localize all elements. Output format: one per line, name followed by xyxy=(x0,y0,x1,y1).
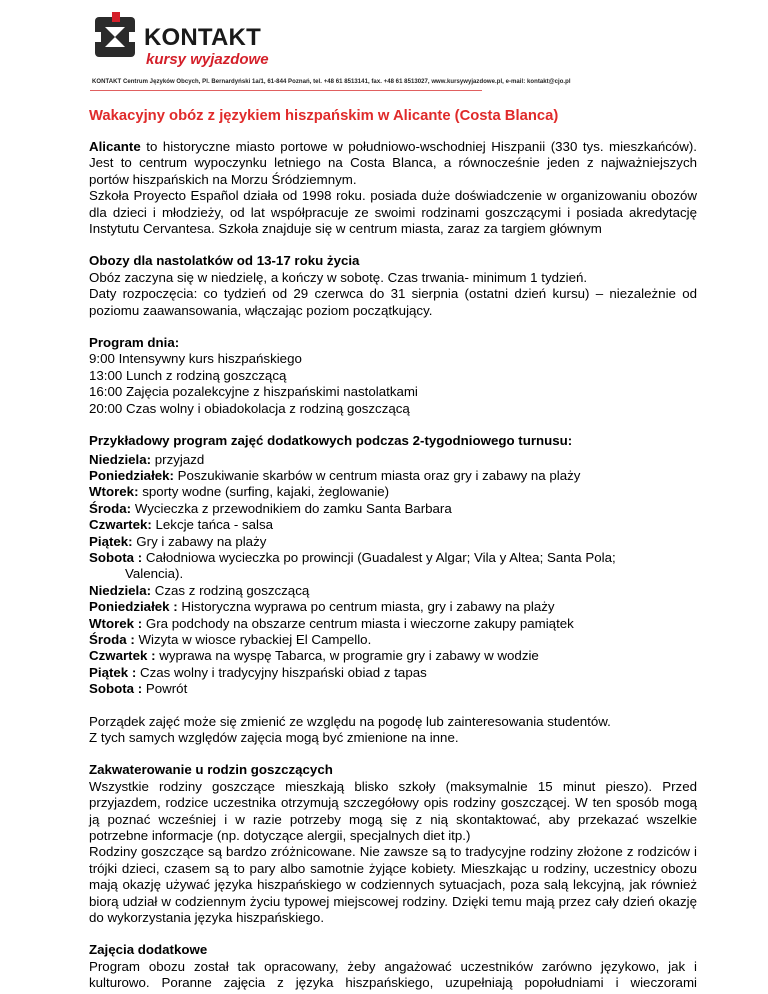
program-day-text: Powrót xyxy=(142,681,188,697)
program-day-row xyxy=(89,583,697,599)
extra-activities-heading: Zajęcia dodatkowe xyxy=(89,942,208,958)
program-day-name: Wtorek : xyxy=(89,615,143,631)
program-day-name: Sobota : xyxy=(89,549,143,565)
program-day-text: przyjazd xyxy=(151,451,205,467)
program-day-row xyxy=(89,599,697,615)
program-day-name: Niedziela: xyxy=(89,582,152,598)
camps-heading: Obozy dla nastolatków od 13-17 roku życia xyxy=(89,253,360,269)
program-day-text: Poszukiwanie skarbów w centrum miasta oraz gry i zabawy na plaży xyxy=(173,467,581,483)
daily-program-section xyxy=(89,335,697,417)
program-day-continuation: Valencia). xyxy=(125,566,184,582)
example-program-heading: Przykładowy program zajęć dodatkowych podczas 2-tygodniowego turnusu: xyxy=(89,433,573,449)
daily-program-heading: Program dnia: xyxy=(89,335,180,351)
program-day-row xyxy=(89,534,697,550)
document-title: Wakacyjny obóz z językiem hiszpańskim w Alicante (Costa Blanca) xyxy=(89,108,559,124)
notes-section xyxy=(89,714,697,747)
program-day-text: sporty wodne (surfing, kajaki, żeglowanie) xyxy=(138,484,390,500)
logo-subtitle: kursy wyjazdowe xyxy=(146,51,269,68)
program-day-text: Gry i zabawy na plaży xyxy=(132,533,267,549)
program-day-text: Całodniowa wycieczka po prowincji (Guadalest y Algar; Vila y Altea; Santa Pola; xyxy=(142,549,616,565)
program-day-row xyxy=(89,517,697,533)
camps-line-2: Daty rozpoczęcia: co tydzień od 29 czerwca do 31 sierpnia (ostatni dzień kursu) – niezależnie od poziomu zaawansowania, włączając poziom początkujący. xyxy=(89,286,697,318)
intro-bold-word: Alicante xyxy=(89,139,141,154)
program-day-name: Czwartek : xyxy=(89,648,156,664)
program-day-name: Niedziela: xyxy=(89,451,152,467)
program-day-text: Czas wolny i tradycyjny hiszpański obiad z tapas xyxy=(136,664,427,680)
example-program-section xyxy=(89,433,697,698)
accommodation-paragraph-1: Wszystkie rodziny goszczące mieszkają blisko szkoły (maksymalnie 15 minut pieszo). Przed przyjazdem, rodzice uczestnika otrzymują szczegółowy opis rodziny goszczącej. W ten sposób mogą ją poznać wcześniej i w razie potrzeby mogą się z nią skontaktować, aby przekazać wszelkie potrzebne informacje (np. dotyczące alergii, specjalnych diet itp.) xyxy=(89,778,697,844)
program-day-text: wyprawa na wyspę Tabarca, w programie gry i zabawy w wodzie xyxy=(155,648,539,664)
program-day-row xyxy=(89,648,697,664)
program-day-row xyxy=(89,452,697,468)
extra-activities-section xyxy=(89,942,697,991)
camps-line-1: Obóz zaczyna się w niedzielę, a kończy w sobotę. Czas trwania- minimum 1 tydzień. xyxy=(89,269,588,285)
program-day-row xyxy=(89,550,697,566)
program-day-row xyxy=(89,665,697,681)
accommodation-heading: Zakwaterowanie u rodzin goszczących xyxy=(89,762,333,778)
program-day-row xyxy=(89,681,697,697)
program-day-text: Wizyta w wiosce rybackiej El Campello. xyxy=(134,631,372,647)
accommodation-section xyxy=(89,762,697,926)
program-day-name: Sobota : xyxy=(89,681,143,697)
contact-line: KONTAKT Centrum Języków Obcych, Pl. Bernardyński 1a/1, 61-844 Poznań, tel. +48 61 8513141, fax. +48 61 8513027, www.kursywyjazdowe.pl, e-mail: kontakt@cjo.pl xyxy=(92,79,571,85)
document-body xyxy=(89,107,697,992)
note-line-1: Porządek zajęć może się zmienić ze względu na pogodę lub zainteresowania studentów. xyxy=(89,713,611,729)
camps-section xyxy=(89,253,697,319)
program-day-name: Piątek : xyxy=(89,664,137,680)
program-day-name: Poniedziałek : xyxy=(89,599,178,615)
program-day-row xyxy=(89,468,697,484)
daily-program-item: 20:00 Czas wolny i obiadokolacja z rodziną goszczącą xyxy=(89,400,410,416)
program-day-text: Czas z rodziną goszczącą xyxy=(151,582,310,598)
program-day-row xyxy=(89,616,697,632)
program-day-row xyxy=(89,632,697,648)
program-day-row xyxy=(89,484,697,500)
intro-school-paragraph: Szkoła Proyecto Español działa od 1998 roku. posiada duże doświadczenie w organizowaniu obozów dla dzieci i młodzieży, od lat współpracuje ze swoimi rodzinami goszczącymi i posiada akredytację Instytutu Cervantesa. Szkoła znajduje się w centrum miasta, zaraz za targiem głównym xyxy=(89,188,697,237)
program-day-text: Wycieczka z przewodnikiem do zamku Santa Barbara xyxy=(131,500,452,516)
kontakt-logo xyxy=(92,12,272,74)
program-day-name: Środa: xyxy=(89,500,132,516)
program-day-text: Gra podchody na obszarze centrum miasta i wieczorne zakupy pamiątek xyxy=(142,615,574,631)
daily-program-item: 13:00 Lunch z rodziną goszczącą xyxy=(89,367,287,383)
intro-paragraph xyxy=(89,139,697,188)
program-day-name: Piątek: xyxy=(89,533,133,549)
header-divider xyxy=(90,90,482,91)
note-line-2: Z tych samych względów zajęcia mogą być zmienione na inne. xyxy=(89,730,459,745)
program-day-name: Środa : xyxy=(89,631,135,647)
logo-mark-icon xyxy=(92,12,138,58)
program-day-name: Poniedziałek: xyxy=(89,467,174,483)
daily-program-item: 9:00 Intensywny kurs hiszpańskiego xyxy=(89,351,302,367)
extra-activities-paragraph: Program obozu został tak opracowany, żeby angażować uczestników zarówno językowo, jak i kulturowo. Poranne zajęcia z języka hiszpańskiego, uzupełniają popołudniami i wieczorami xyxy=(89,958,697,991)
program-day-text: Historyczna wyprawa po centrum miasta, gry i zabawy na plaży xyxy=(177,599,555,615)
program-day-row xyxy=(89,501,697,517)
daily-program-item: 16:00 Zajęcia pozalekcyjne z hiszpańskimi nastolatkami xyxy=(89,384,418,400)
program-day-name: Czwartek: xyxy=(89,517,152,533)
intro-text-1: to historyczne miasto portowe w południowo-wschodniej Hiszpanii (330 tys. mieszkańców). Jest to centrum wypoczynku letniego na Costa Blanca, a równocześnie jeden z najważniejszych portów hiszpańskich na Morzu Śródziemnym. xyxy=(89,139,697,187)
logo-title: KONTAKT xyxy=(144,24,261,51)
program-day-name: Wtorek: xyxy=(89,484,139,500)
accommodation-paragraph-2: Rodziny goszczące są bardzo zróżnicowane. Nie zawsze są to tradycyjne rodziny złożone z rodziców i trójki dzieci, czasem są to pary albo samotnie żyjące kobiety. Mieszkając u rodziny, uczestnicy obozu mają okazję używać języka hiszpańskiego w codziennych sytuacjach, poza salą lekcyjną, jak również biorą udział w codziennym życiu typowej miejscowej rodziny. Dzięki temu mają przez cały dzień okazję do wykorzystania języka hiszpańskiego. xyxy=(89,844,697,926)
program-day-text: Lekcje tańca - salsa xyxy=(151,517,274,533)
